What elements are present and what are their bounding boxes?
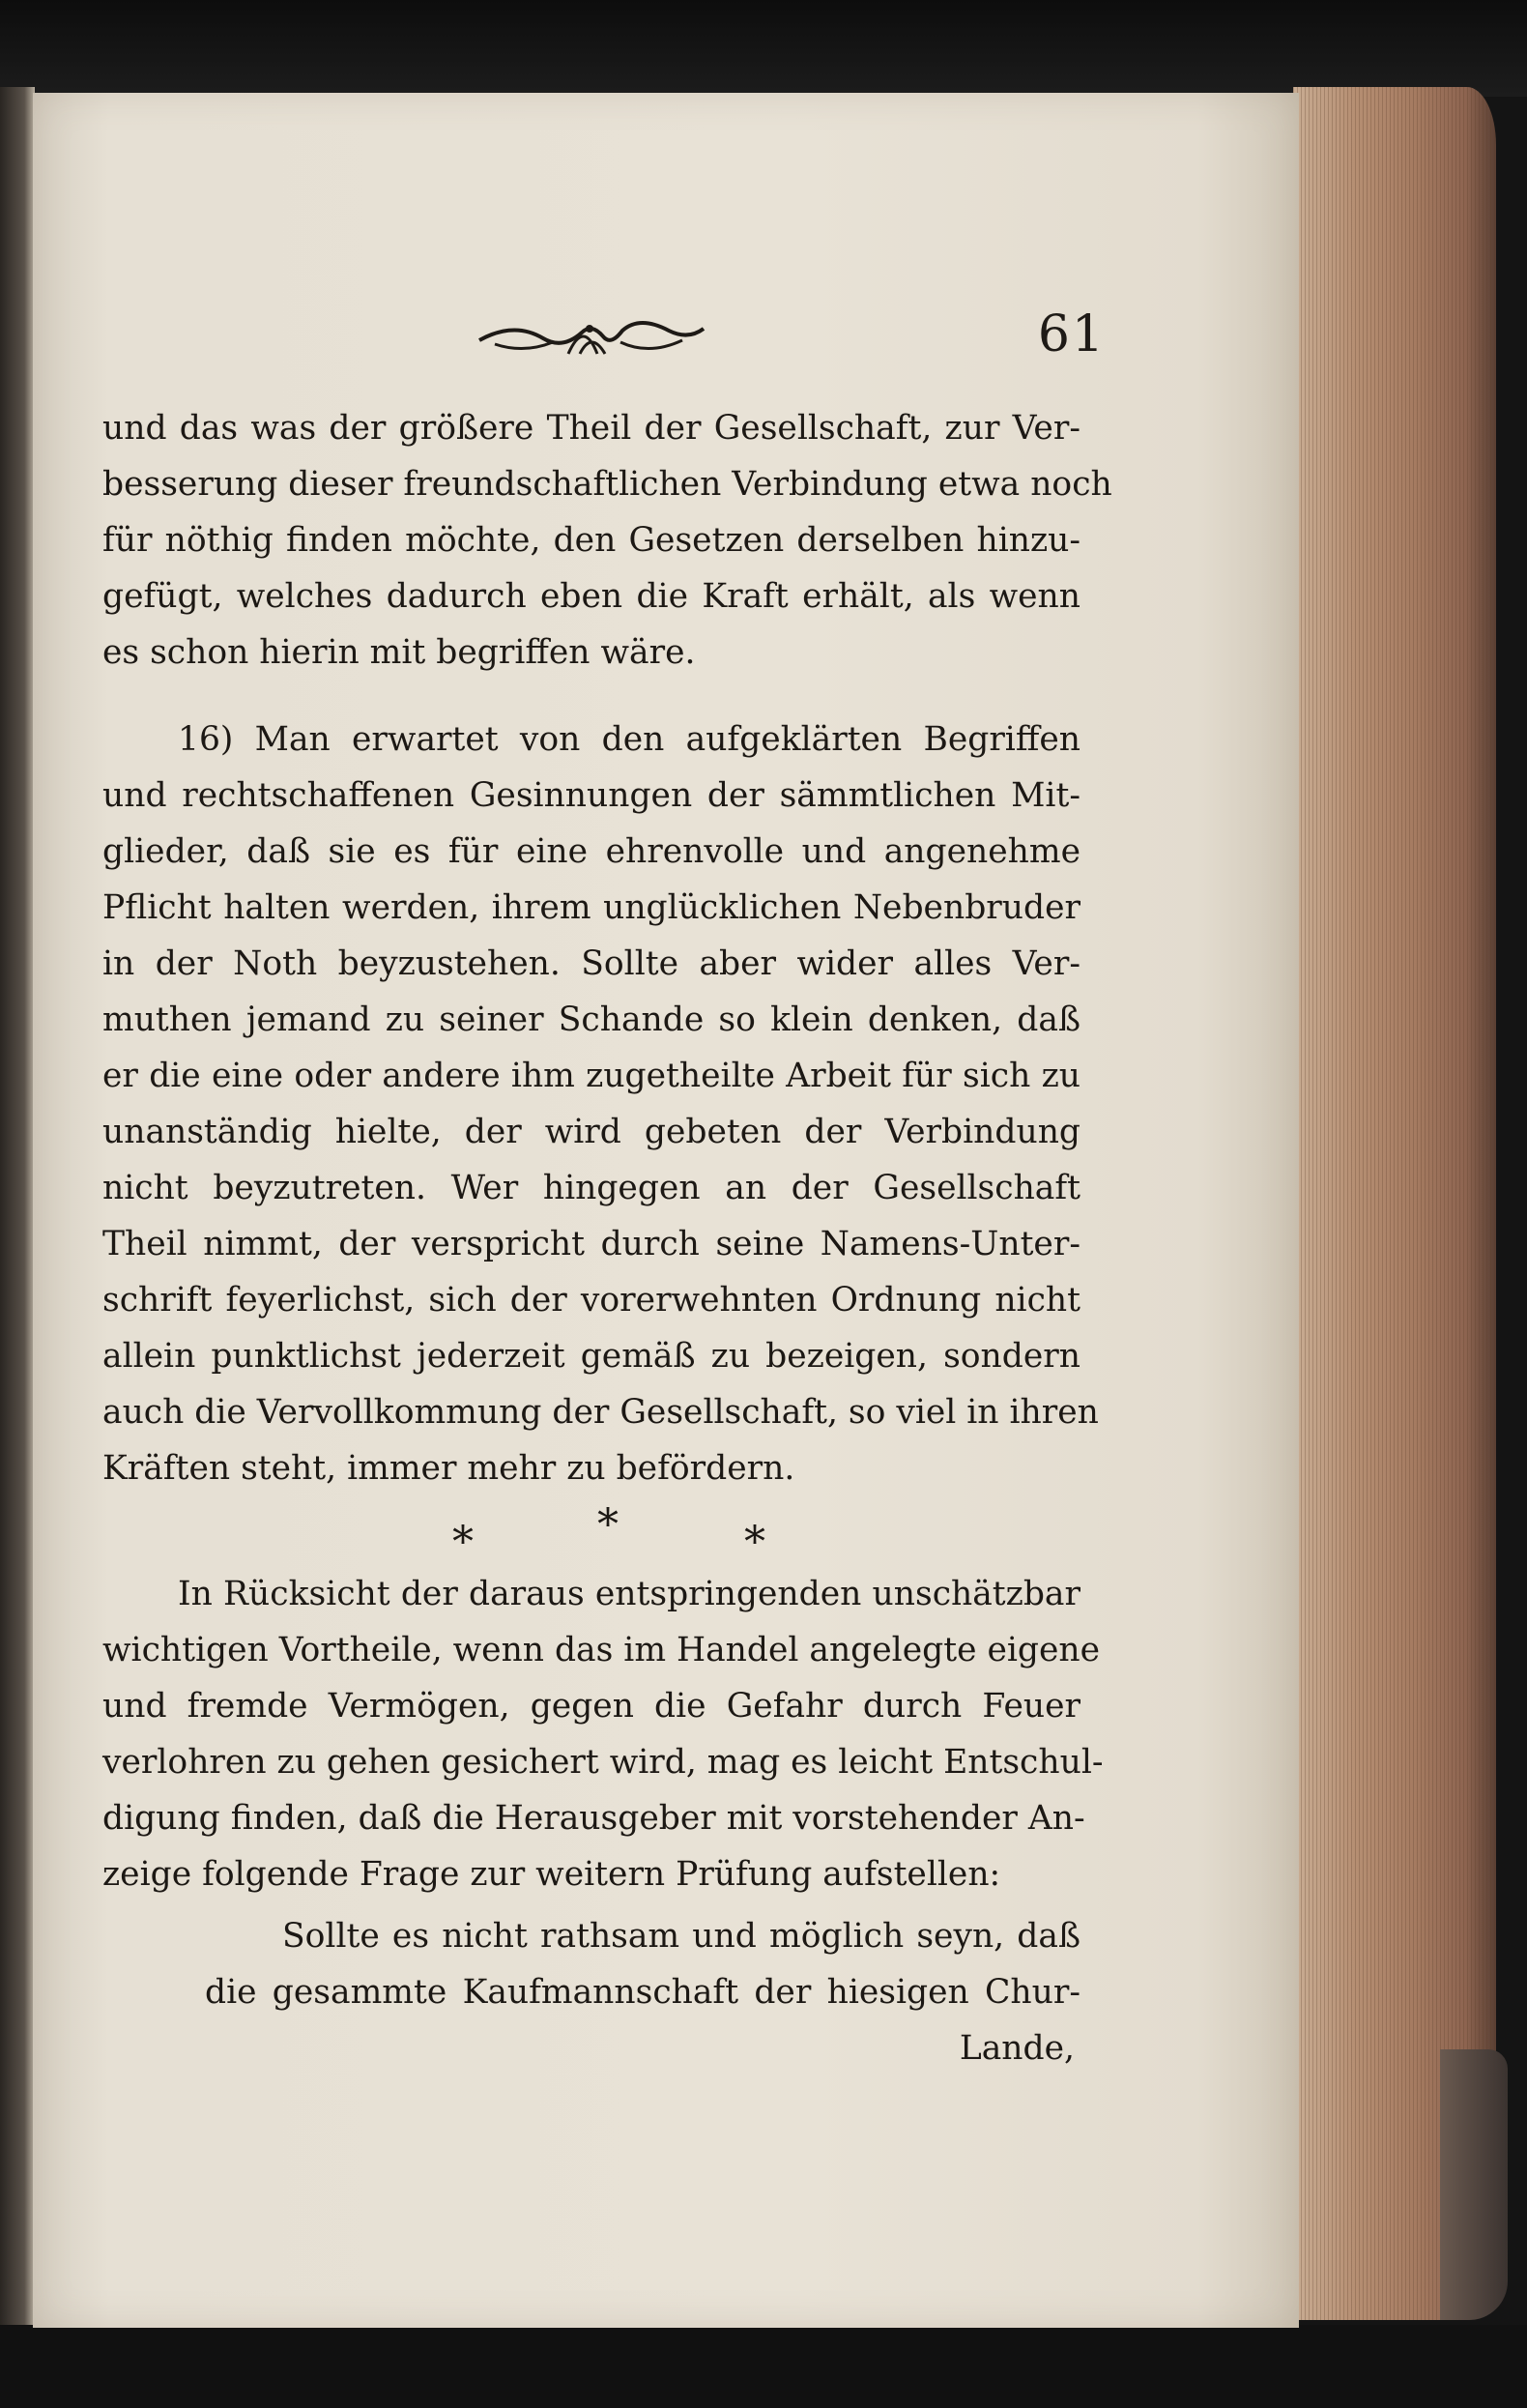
text-line: und rechtschaffenen Gesinnungen der sämmtlichen Mit- xyxy=(102,776,1080,815)
text-line: schrift feyerlichst, sich der vorerwehnten Ordnung nicht xyxy=(102,1281,1080,1320)
text-line: allein punktlichst jederzeit gemäß zu bezeigen, sondern xyxy=(102,1337,1080,1376)
text-line: nicht beyzutreten. Wer hingegen an der Gesellschaft xyxy=(102,1169,1080,1207)
text-line: er die eine oder andere ihm zugetheilte Arbeit für sich zu xyxy=(102,1057,1080,1095)
text-line: für nöthig finden möchte, den Gesetzen derselben hinzu- xyxy=(102,521,1080,560)
section-separator xyxy=(102,1496,1080,1566)
text-line: die gesammte Kaufmannschaft der hiesigen Chur- xyxy=(205,1973,1080,2012)
page-edges xyxy=(1293,87,1496,2320)
text-line: In Rücksicht der daraus entspringenden unschätzbar xyxy=(178,1575,1080,1613)
text-line: 16) Man erwartet von den aufgeklärten Begriffen xyxy=(178,720,1080,759)
text-line: Lande, xyxy=(959,2029,1075,2068)
text-line: es schon hierin mit begriffen wäre. xyxy=(102,633,696,672)
text-line: glieder, daß sie es für eine ehrenvolle und angenehme xyxy=(102,832,1080,871)
scan-background-top xyxy=(0,0,1527,97)
text-line: auch die Vervollkommung der Gesellschaft, so viel in ihren xyxy=(102,1393,1099,1432)
text-line: und das was der größere Theil der Gesellschaft, zur Ver- xyxy=(102,409,1080,448)
scan-background-bottom xyxy=(0,2325,1527,2408)
text-line: Kräften steht, immer mehr zu befördern. xyxy=(102,1449,795,1488)
text-line: unanständig hielte, der wird gebeten der Verbindung xyxy=(102,1113,1080,1151)
separator-asterisk: * xyxy=(744,1518,765,1567)
text-line: Pflicht halten werden, ihrem unglücklichen Nebenbruder xyxy=(102,888,1080,927)
book-gutter xyxy=(0,87,35,2339)
book-page xyxy=(33,93,1299,2328)
text-line: zeige folgende Frage zur weitern Prüfung aufstellen: xyxy=(102,1855,1001,1894)
page-header xyxy=(33,305,1299,373)
text-line: digung finden, daß die Herausgeber mit vorstehender An- xyxy=(102,1799,1085,1838)
text-line: in der Noth beyzustehen. Sollte aber wider alles Ver- xyxy=(102,944,1080,983)
text-line: und fremde Vermögen, gegen die Gefahr durch Feuer xyxy=(102,1687,1080,1726)
text-line: gefügt, welches dadurch eben die Kraft erhält, als wenn xyxy=(102,577,1080,616)
text-line: verlohren zu gehen gesichert wird, mag es leicht Entschul- xyxy=(102,1743,1104,1782)
text-line: muthen jemand zu seiner Schande so klein denken, daß xyxy=(102,1001,1080,1039)
page-number: 61 xyxy=(1037,305,1106,363)
separator-asterisk: * xyxy=(452,1518,474,1567)
separator-asterisk: * xyxy=(597,1500,619,1550)
text-line: wichtigen Vortheile, wenn das im Handel angelegte eigene xyxy=(102,1631,1101,1669)
text-line: Theil nimmt, der verspricht durch seine Namens-Unter- xyxy=(102,1225,1080,1263)
page-edges-shadow xyxy=(1440,2049,1508,2320)
text-line: Sollte es nicht rathsam und möglich seyn, daß xyxy=(282,1917,1080,1956)
ornament-icon xyxy=(475,311,707,365)
text-line: besserung dieser freundschaftlichen Verbindung etwa noch xyxy=(102,465,1112,504)
body-text xyxy=(102,400,1112,2076)
